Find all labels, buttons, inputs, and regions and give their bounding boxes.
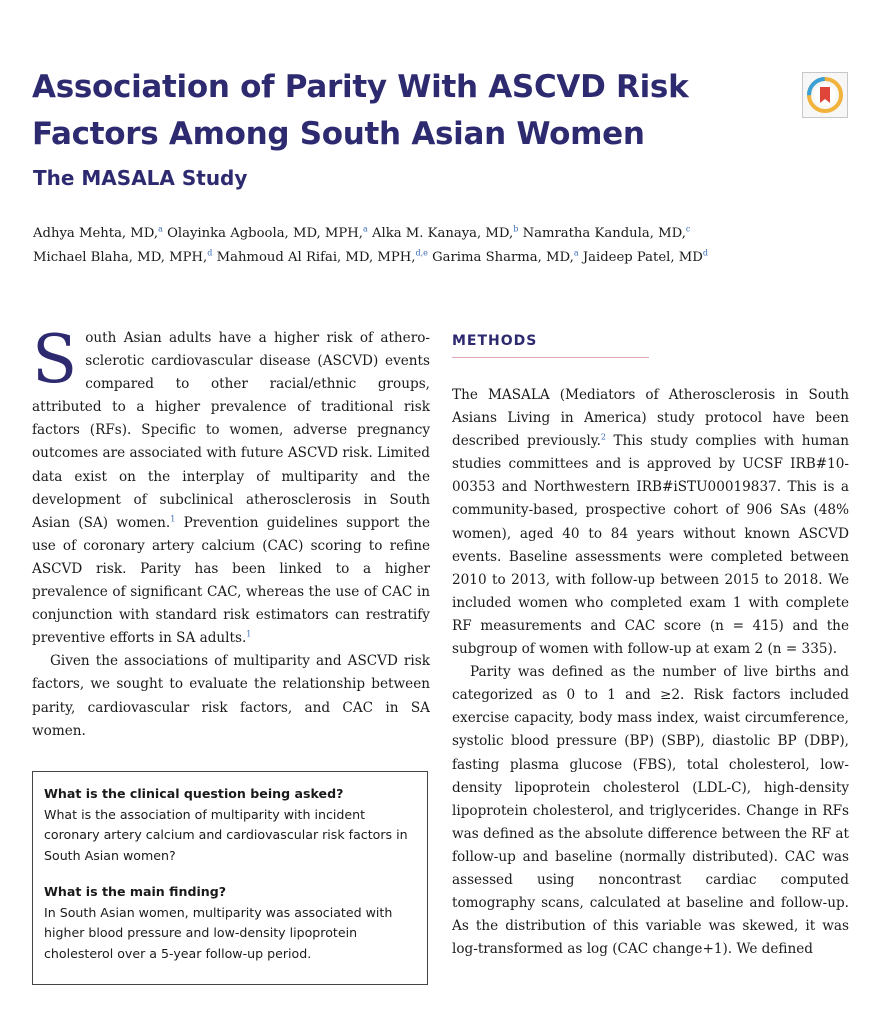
article-subtitle: The MASALA Study xyxy=(33,166,248,190)
methods-paragraph: Parity was defined as the number of live births and categorized as 0 to 1 and ≥2. Risk factors included exercise capacity, body mass index, waist circumference, systolic blood pressure (BP) (SBP), diastolic BP (DBP), fasting plasma glucose (FBS), total cholesterol, low-density lipoprotein cholesterol (LDL-C), high-density lipoprotein cholesterol, and triglycerides. Change in RFs was defined as the absolute difference between the RF at follow-up and baseline (normally distributed). CAC was assessed using noncontrast cardiac computed tomography scans, calculated at baseline and follow-up. As the distribution of this variable was skewed, it was log-transformed as log (CAC change+1). We defined xyxy=(452,664,849,958)
reference-link[interactable]: 1 xyxy=(246,629,252,639)
key-answer: What is the association of multiparity with incident coronary artery calcium and cardiovascular risk factors in South Asian women? xyxy=(44,806,408,863)
crossmark-badge[interactable] xyxy=(802,72,848,118)
crossmark-icon xyxy=(803,73,847,117)
methods-paragraph: The MASALA (Mediators of Atherosclerosis in South Asians Living in America) study protocol have been described previously.$^2$ This study complies with human studies committees and is approved by UCSF IRB#10-00353 and Northwestern IRB#iSTU00019837. This is a community-based, prospective cohort of 906 SAs (48% women), aged 40 to 84 years without known ASCVD events. Baseline assessments were completed between 2010 to 2013, with follow-up between 2015 to 2018. We included women who completed exam 1 with complete RF measurements and CAC score (n = 415) and the subgroup of women with follow-up at exam 2 (n = 335). xyxy=(452,387,849,658)
section-heading: METHODS xyxy=(452,333,538,349)
author: Olayinka Agboola, MD, MPH,$^a$ xyxy=(167,224,368,241)
drop-cap: S xyxy=(32,321,78,398)
key-question: What is the main finding? xyxy=(44,884,227,899)
key-points-box xyxy=(32,771,428,985)
author: Namratha Kandula, MD,$^c$ xyxy=(522,224,691,241)
author: Garima Sharma, MD,$^a$ xyxy=(432,248,579,265)
heading-rule xyxy=(452,357,649,358)
author: Mahmoud Al Rifai, MD, MPH,$^{d,e}$ xyxy=(216,248,428,265)
key-answer: In South Asian women, multiparity was associated with higher blood pressure and low-density lipoprotein cholesterol over a 5-year follow-up period. xyxy=(44,904,393,961)
intro-paragraph: Given the associations of multiparity and ASCVD risk factors, we sought to evaluate the relationship between parity, cardiovascular risk factors, and CAC in SA women. xyxy=(32,653,430,739)
author: Alka M. Kanaya, MD,$^b$ xyxy=(371,224,519,241)
intro-paragraph: South Asian adults have a higher risk of athero-sclerotic cardiovascular disease (ASCVD) events compared to other racial/ethnic groups, attributed to a higher prevalence of traditional risk factors (RFs). Specific to women, adverse pregnancy outcomes are associated with future ASCVD risk. Limited data exist on the interplay of multiparity and the development of subclinical atherosclerosis in South Asian (SA) women.$^1$ Prevention guidelines support the use of coronary artery calcium (CAC) scoring to refine ASCVD risk. Parity has been linked to a higher prevalence of significant CAC, whereas the use of CAC in conjunction with standard risk estimators can restratify preventive efforts in SA adults.$^1$ xyxy=(32,321,430,647)
author: Adhya Mehta, MD,$^a$ xyxy=(33,224,163,241)
article-title: Association of Parity With ASCVD Risk Factors Among South Asian Women xyxy=(32,69,689,152)
key-question: What is the clinical question being asked? xyxy=(44,786,344,801)
intro-column xyxy=(32,321,430,743)
reference-link[interactable]: 2 xyxy=(600,432,606,442)
author: Jaideep Patel, $MD^d$ xyxy=(582,248,708,265)
methods-column xyxy=(452,327,849,961)
author-list xyxy=(33,222,833,270)
reference-link[interactable]: 1 xyxy=(170,514,176,524)
author: Michael Blaha, MD, MPH,$^d$ xyxy=(33,248,213,265)
